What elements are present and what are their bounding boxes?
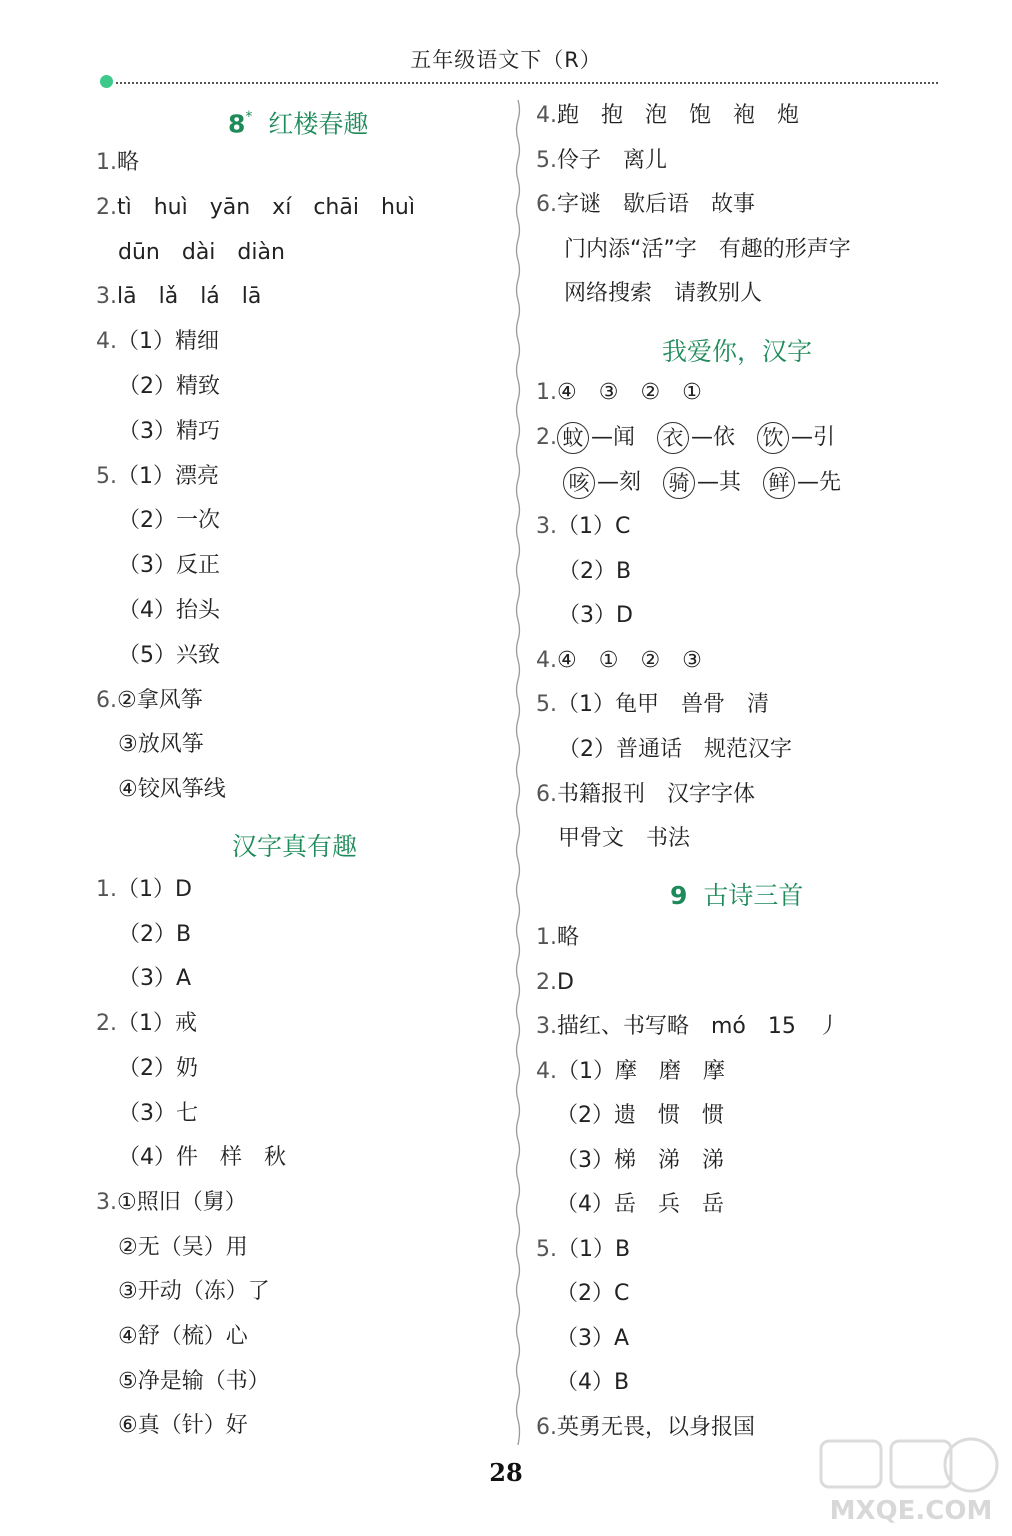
answer-text: ②无（吴）用: [118, 1234, 248, 1260]
answer-line: [536, 1413, 755, 1443]
answer-text: （1）龟甲 兽骨 清: [557, 692, 769, 718]
answer-text: dūn dài diàn: [118, 239, 285, 265]
answer-text: 门内添“活”字 有趣的形声字: [564, 236, 851, 262]
answer-text: （1）精细: [117, 329, 219, 355]
question-number: 1.: [536, 925, 557, 950]
answer-line: [556, 1368, 629, 1398]
answer-text: （1）漂亮: [117, 463, 219, 489]
question-number: 1.: [96, 877, 117, 902]
circled-char: 鲜: [763, 467, 795, 499]
answer-text: tì huì yān xí chāi huì: [117, 194, 415, 220]
answer-line: [558, 557, 631, 587]
answer-line: [556, 1146, 724, 1176]
answer-line: [536, 780, 755, 810]
answer-line: [118, 417, 220, 447]
answer-text: 英勇无畏，以身报国: [557, 1414, 756, 1440]
question-number: 3.: [96, 284, 117, 310]
answer-text: （3）A: [118, 966, 192, 992]
question-number: 6.: [536, 781, 557, 807]
answer-text: 略: [117, 150, 140, 175]
watermark-text: MXQE.COM: [829, 1496, 993, 1526]
answer-text: ⑤净是输（书）: [118, 1368, 270, 1394]
answer-line: [118, 238, 285, 268]
answer-line: [536, 690, 769, 720]
answer-text: lā lǎ lá lā: [117, 284, 262, 310]
section-hanzi-title: [232, 831, 357, 863]
answer-line: [118, 372, 220, 402]
circled-char: 衣: [657, 422, 689, 454]
section-8-title: [228, 103, 368, 140]
answer-text: （3）反正: [118, 553, 220, 579]
question-number: 6.: [96, 687, 117, 713]
answer-line: [118, 506, 220, 536]
answer-text: （2）C: [556, 1281, 630, 1306]
circled-char: 咳: [563, 467, 595, 499]
answer-text: （3）梯 涕 涕: [556, 1147, 724, 1173]
answer-text: （2）普通话 规范汉字: [558, 737, 792, 762]
paired-char: —闻: [591, 425, 636, 450]
answer-text: ③放风筝: [118, 732, 204, 758]
answer-text: 甲骨文 书法: [558, 826, 691, 852]
question-number: 2.: [96, 1011, 117, 1037]
answer-line: [536, 968, 574, 998]
question-number: 6.: [536, 192, 557, 217]
answer-text: 网络搜索 请教别人: [564, 281, 763, 306]
answer-line: [536, 378, 702, 408]
answer-text: （3）D: [558, 603, 633, 629]
answer-text: D: [557, 969, 574, 995]
answer-line: [558, 824, 690, 854]
answer-line-circled-1: [536, 422, 857, 454]
answer-line: [564, 235, 851, 265]
question-number: 5.: [536, 692, 557, 718]
answer-text: 跑 抱 泡 饱 袍 炮: [557, 103, 800, 128]
answer-line: [96, 148, 139, 178]
question-number: 2.: [96, 194, 117, 220]
circled-char: 饮: [757, 422, 789, 454]
answer-text: ④铰风筝线: [118, 777, 226, 803]
answer-line: [564, 279, 762, 309]
answer-line: [118, 551, 220, 581]
answer-text: ④ ① ② ③: [557, 647, 702, 673]
answer-text: 描红、书写略 mó 15 丿: [557, 1014, 840, 1039]
answer-line: [536, 512, 630, 542]
answer-text: （1）D: [117, 877, 192, 902]
header-title: 五年级语文下（R）: [410, 48, 602, 72]
answer-line: [118, 964, 191, 994]
header-dotted-rule: [116, 82, 938, 84]
answer-line: [118, 1099, 198, 1129]
answer-text: （2）奶: [118, 1055, 198, 1081]
header-dot-icon: [100, 75, 113, 88]
answer-line: [536, 646, 702, 676]
answer-line: [96, 462, 219, 492]
answer-line: [96, 282, 261, 312]
answer-line: [536, 1012, 840, 1042]
answer-text: （4）件 样 秋: [118, 1145, 286, 1171]
section-hanzi-name: 汉字真有趣: [232, 832, 358, 861]
answer-line: [118, 1143, 286, 1173]
section-woai-title: [662, 336, 812, 368]
answer-text: （1）B: [557, 1236, 631, 1262]
answer-line: [96, 875, 192, 905]
answer-line: [96, 327, 219, 357]
answer-text: 字谜 歇后语 故事: [557, 192, 756, 217]
question-number: 1.: [96, 150, 117, 175]
circled-pairs-row-2: [563, 470, 863, 495]
answer-text: 略: [557, 925, 580, 950]
answer-text: 伶子 离儿: [557, 147, 668, 173]
question-number: 4.: [96, 329, 117, 355]
answer-line: [96, 193, 415, 223]
answer-line: [118, 1367, 270, 1397]
paired-char: —先: [797, 470, 842, 495]
section-8-name: 红楼春趣: [268, 109, 369, 139]
answer-text: （3）A: [556, 1325, 630, 1351]
answer-text: ①照旧（舅）: [117, 1189, 247, 1215]
question-number: 4.: [536, 647, 557, 673]
answer-text: （1）C: [557, 514, 631, 539]
paired-char: —其: [697, 470, 742, 495]
paired-char: —刻: [597, 470, 642, 495]
answer-line: [118, 1322, 248, 1352]
question-number: 3.: [536, 1014, 557, 1039]
answer-text: ④舒（梳）心: [118, 1324, 248, 1349]
answer-text: （4）岳 兵 岳: [556, 1192, 724, 1217]
question-number: 2.: [536, 969, 557, 995]
answer-line: [118, 730, 204, 760]
page-number: 28: [489, 1458, 523, 1487]
answer-line: [536, 1235, 630, 1265]
answer-text: （2）精致: [118, 374, 220, 399]
answer-line: [556, 1101, 724, 1131]
answer-line: [536, 923, 579, 953]
question-number: 6.: [536, 1414, 557, 1440]
circled-char: 骑: [663, 467, 695, 499]
section-9-number: 9: [670, 881, 688, 910]
answer-line: [536, 190, 755, 220]
answer-text: （4）抬头: [118, 598, 220, 623]
answer-text: 书籍报刊 汉字字体: [557, 781, 756, 807]
question-number: 5.: [96, 463, 117, 489]
answer-line: [118, 1411, 248, 1441]
answer-line: [556, 1190, 724, 1220]
question-number: 5.: [536, 1236, 557, 1262]
answer-text: （3）精巧: [118, 418, 220, 444]
answer-text: （4）B: [556, 1370, 630, 1395]
answer-line: [118, 775, 226, 805]
answer-line: [118, 596, 220, 626]
section-9-name: 古诗三首: [703, 881, 804, 910]
question-number: 3.: [536, 514, 557, 539]
answer-line: [118, 1277, 270, 1307]
answer-line: [96, 686, 203, 716]
answer-line: [118, 641, 220, 671]
answer-text: ④ ③ ② ①: [557, 380, 702, 405]
section-8-number: 8: [228, 109, 246, 139]
answer-text: （2）遗 惯 惯: [556, 1103, 724, 1128]
answer-line: [536, 101, 799, 131]
answer-text: （2）B: [118, 921, 192, 947]
question-number: 1.: [536, 380, 557, 405]
answer-line: [556, 1279, 629, 1309]
answer-text: （2）B: [558, 558, 632, 584]
column-divider: [514, 100, 522, 1445]
answer-line: [558, 735, 792, 765]
question-number: 4.: [536, 1058, 557, 1084]
section-8-mark: *: [245, 109, 253, 125]
paired-char: —依: [691, 425, 736, 450]
answer-text: ②拿风筝: [117, 687, 203, 713]
answer-text: （1）摩 磨 摩: [557, 1058, 725, 1084]
answer-text: （5）兴致: [118, 642, 220, 668]
answer-text: ⑥真（针）好: [118, 1413, 248, 1439]
watermark-logo: [811, 1433, 1006, 1528]
question-number: 5.: [536, 147, 557, 173]
answer-line: [536, 1057, 725, 1087]
answer-line: [96, 1188, 247, 1218]
answer-text: ③开动（冻）了: [118, 1279, 270, 1305]
question-number: 4.: [536, 103, 557, 128]
question-number: 3.: [96, 1189, 117, 1215]
answer-line-circled-2: [563, 467, 863, 499]
section-9-title: [670, 880, 803, 912]
answer-line: [536, 146, 667, 176]
paired-char: —引: [791, 425, 836, 450]
answer-text: （2）一次: [118, 508, 220, 534]
circled-char: 蚊: [557, 422, 589, 454]
answer-line: [118, 920, 191, 950]
answer-line: [558, 601, 633, 631]
circled-pairs-row-1: [557, 425, 857, 450]
question-number: 2.: [536, 425, 557, 450]
answer-line: [556, 1324, 629, 1354]
section-woai-name: 我爱你，汉字: [662, 337, 813, 366]
answer-line: [96, 1009, 197, 1039]
answer-line: [118, 1054, 198, 1084]
answer-line: [118, 1233, 248, 1263]
answer-text: （1）戒: [117, 1011, 197, 1037]
answer-text: （3）七: [118, 1100, 198, 1126]
